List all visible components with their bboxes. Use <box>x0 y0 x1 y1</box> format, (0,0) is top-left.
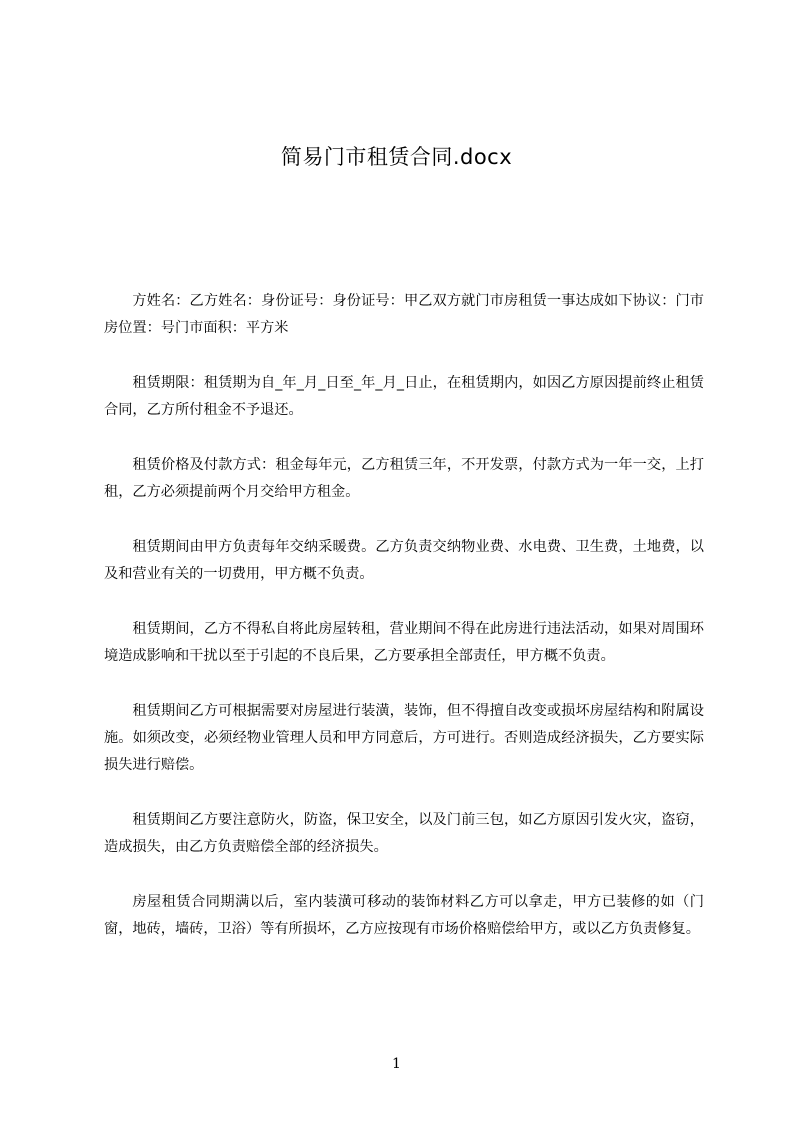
paragraph-safety: 租赁期间乙方要注意防火，防盗，保卫安全，以及门前三包，如乙方原因引发火灾，盗窃，造成损失，由乙方负责赔偿全部的经济损失。 <box>104 812 704 855</box>
document-body <box>104 288 704 971</box>
document-title: 简易门市租赁合同.docx <box>280 145 513 169</box>
paragraph-fees: 租赁期间由甲方负责每年交纳采暖费。乙方负责交纳物业费、水电费、卫生费，土地费，以及和营业有关的一切费用，甲方概不负责。 <box>104 539 704 582</box>
paragraph-lease-term: 租赁期限：租赁期为自_年_月_日至_年_月_日止，在租赁期内，如因乙方原因提前终止租赁合同，乙方所付租金不予退还。 <box>104 375 704 418</box>
paragraph-decoration: 租赁期间乙方可根据需要对房屋进行装潢，装饰，但不得擅自改变或损坏房屋结构和附属设施。如须改变，必须经物业管理人员和甲方同意后，方可进行。否则造成经济损失，乙方要实际损失进行赔偿。 <box>104 703 704 773</box>
paragraph-parties: 方姓名：乙方姓名：身份证号：身份证号：甲乙双方就门市房租赁一事达成如下协议：门市房位置：号门市面积：平方米 <box>104 293 704 336</box>
paragraph-expiry: 房屋租赁合同期满以后，室内装潢可移动的装饰材料乙方可以拿走，甲方已装修的如（门窗，地砖，墙砖，卫浴）等有所损坏，乙方应按现有市场价格赔偿给甲方，或以乙方负责修复。 <box>104 894 704 937</box>
paragraph-rent-payment: 租赁价格及付款方式：租金每年元，乙方租赁三年，不开发票，付款方式为一年一交，上打租，乙方必须提前两个月交给甲方租金。 <box>104 457 704 500</box>
page-number: 1 <box>392 1056 401 1072</box>
paragraph-sublease: 租赁期间，乙方不得私自将此房屋转租，营业期间不得在此房进行违法活动，如果对周围环境造成影响和干扰以至于引起的不良后果，乙方要承担全部责任，甲方概不负责。 <box>104 621 704 664</box>
